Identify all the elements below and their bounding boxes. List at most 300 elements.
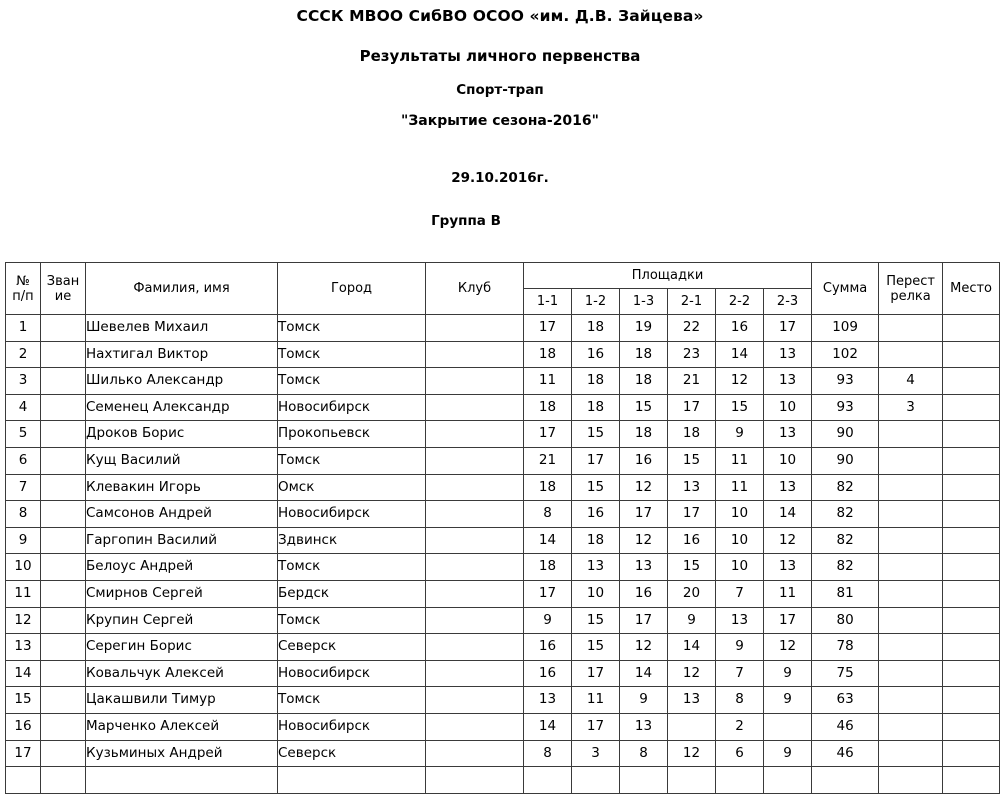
- cell-sum: 63: [812, 687, 879, 714]
- table-row: [6, 341, 1000, 368]
- cell-name: Кущ Василий: [86, 447, 278, 474]
- document-subtitle: Результаты личного первенства: [359, 47, 641, 65]
- cell-club: [426, 580, 524, 607]
- cell-ground-4: 12: [668, 740, 716, 767]
- cell-number: 17: [6, 740, 41, 767]
- cell-rank: [41, 660, 86, 687]
- cell-place: [943, 421, 1000, 448]
- cell-ground-4: 22: [668, 315, 716, 342]
- cell-ground-5: 2: [716, 713, 764, 740]
- table-row: [6, 394, 1000, 421]
- cell-place: [943, 315, 1000, 342]
- group-label: Группа В: [431, 213, 501, 229]
- cell-club: [426, 767, 524, 794]
- cell-ground-1: [524, 767, 572, 794]
- cell-rank: [41, 580, 86, 607]
- cell-ground-4: 9: [668, 607, 716, 634]
- table-row: [6, 474, 1000, 501]
- cell-rank: [41, 767, 86, 794]
- cell-sum: 82: [812, 474, 879, 501]
- table-row: [6, 740, 1000, 767]
- table-row: [6, 554, 1000, 581]
- cell-ground-2: 18: [572, 368, 620, 395]
- cell-club: [426, 394, 524, 421]
- table-body: [6, 315, 1000, 794]
- header-ground-2-2: 2-2: [716, 289, 764, 315]
- cell-ground-2: 10: [572, 580, 620, 607]
- cell-ground-1: 17: [524, 421, 572, 448]
- cell-ground-4: 20: [668, 580, 716, 607]
- cell-ground-4: [668, 713, 716, 740]
- cell-ground-4: [668, 767, 716, 794]
- cell-name: Клевакин Игорь: [86, 474, 278, 501]
- cell-rank: [41, 501, 86, 528]
- cell-ground-3: 18: [620, 368, 668, 395]
- cell-number: 4: [6, 394, 41, 421]
- cell-shootoff: [879, 607, 943, 634]
- cell-city: Томск: [278, 315, 426, 342]
- cell-club: [426, 501, 524, 528]
- cell-ground-1: 17: [524, 315, 572, 342]
- header-number-line2: п/п: [12, 288, 34, 304]
- cell-ground-3: 12: [620, 634, 668, 661]
- event-date: 29.10.2016г.: [451, 170, 549, 186]
- cell-ground-2: 17: [572, 447, 620, 474]
- table-row: [6, 580, 1000, 607]
- cell-ground-1: 11: [524, 368, 572, 395]
- cell-ground-4: 23: [668, 341, 716, 368]
- cell-ground-3: 15: [620, 394, 668, 421]
- cell-sum: 78: [812, 634, 879, 661]
- cell-rank: [41, 447, 86, 474]
- cell-ground-6: 9: [764, 687, 812, 714]
- cell-sum: 75: [812, 660, 879, 687]
- cell-number: 2: [6, 341, 41, 368]
- cell-club: [426, 660, 524, 687]
- cell-number: 9: [6, 527, 41, 554]
- event-name: "Закрытие сезона-2016": [401, 113, 599, 129]
- cell-rank: [41, 740, 86, 767]
- cell-ground-6: 12: [764, 527, 812, 554]
- table-row: [6, 421, 1000, 448]
- cell-ground-5: 16: [716, 315, 764, 342]
- cell-place: [943, 580, 1000, 607]
- cell-name: Цакашвили Тимур: [86, 687, 278, 714]
- header-grounds: Площадки: [524, 263, 812, 289]
- cell-ground-2: 15: [572, 474, 620, 501]
- cell-city: Бердск: [278, 580, 426, 607]
- cell-club: [426, 607, 524, 634]
- cell-shootoff: [879, 580, 943, 607]
- cell-sum: 82: [812, 554, 879, 581]
- cell-name: Ковальчук Алексей: [86, 660, 278, 687]
- cell-ground-1: 18: [524, 341, 572, 368]
- cell-ground-6: 13: [764, 554, 812, 581]
- cell-shootoff: [879, 315, 943, 342]
- cell-club: [426, 554, 524, 581]
- cell-shootoff: [879, 474, 943, 501]
- cell-number: 16: [6, 713, 41, 740]
- header-shootoff-line2: релка: [890, 288, 931, 304]
- cell-shootoff: [879, 421, 943, 448]
- cell-sum: 90: [812, 447, 879, 474]
- cell-club: [426, 474, 524, 501]
- cell-ground-6: [764, 767, 812, 794]
- cell-ground-6: 13: [764, 474, 812, 501]
- cell-city: Томск: [278, 687, 426, 714]
- cell-place: [943, 740, 1000, 767]
- cell-city: Томск: [278, 607, 426, 634]
- cell-club: [426, 740, 524, 767]
- cell-ground-3: 12: [620, 527, 668, 554]
- cell-ground-3: 18: [620, 421, 668, 448]
- cell-sum: [812, 767, 879, 794]
- cell-ground-4: 21: [668, 368, 716, 395]
- cell-ground-2: 3: [572, 740, 620, 767]
- cell-city: Здвинск: [278, 527, 426, 554]
- table-row: [6, 368, 1000, 395]
- table-row: [6, 501, 1000, 528]
- table-row: [6, 767, 1000, 794]
- cell-ground-6: 11: [764, 580, 812, 607]
- cell-club: [426, 315, 524, 342]
- cell-ground-5: 8: [716, 687, 764, 714]
- cell-ground-2: 18: [572, 394, 620, 421]
- cell-place: [943, 527, 1000, 554]
- cell-ground-3: 16: [620, 580, 668, 607]
- cell-ground-3: 9: [620, 687, 668, 714]
- cell-sum: 46: [812, 713, 879, 740]
- cell-club: [426, 341, 524, 368]
- cell-place: [943, 607, 1000, 634]
- header-shootoff-line1: Перест: [886, 273, 935, 289]
- cell-rank: [41, 527, 86, 554]
- results-table-container: [5, 262, 995, 794]
- cell-place: [943, 660, 1000, 687]
- cell-place: [943, 634, 1000, 661]
- cell-shootoff: [879, 527, 943, 554]
- organization-title: СССК МВОО СибВО ОСОО «им. Д.В. Зайцева»: [296, 7, 704, 25]
- cell-club: [426, 527, 524, 554]
- cell-shootoff: 3: [879, 394, 943, 421]
- cell-ground-1: 13: [524, 687, 572, 714]
- cell-rank: [41, 713, 86, 740]
- cell-ground-6: 9: [764, 740, 812, 767]
- cell-ground-6: 17: [764, 607, 812, 634]
- cell-sum: 46: [812, 740, 879, 767]
- cell-city: Северск: [278, 740, 426, 767]
- cell-ground-2: 13: [572, 554, 620, 581]
- cell-city: Прокопьевск: [278, 421, 426, 448]
- cell-ground-5: 12: [716, 368, 764, 395]
- cell-ground-5: 15: [716, 394, 764, 421]
- cell-ground-3: 16: [620, 447, 668, 474]
- cell-shootoff: 4: [879, 368, 943, 395]
- cell-ground-3: [620, 767, 668, 794]
- cell-name: Шевелев Михаил: [86, 315, 278, 342]
- cell-number: 8: [6, 501, 41, 528]
- cell-ground-1: 17: [524, 580, 572, 607]
- cell-number: 11: [6, 580, 41, 607]
- cell-ground-2: 17: [572, 713, 620, 740]
- header-rank-line1: Зван: [46, 273, 80, 289]
- cell-ground-2: 18: [572, 315, 620, 342]
- cell-number: 12: [6, 607, 41, 634]
- cell-ground-6: 9: [764, 660, 812, 687]
- table-row: [6, 713, 1000, 740]
- results-table: [5, 262, 1000, 794]
- cell-ground-5: [716, 767, 764, 794]
- cell-ground-1: 18: [524, 394, 572, 421]
- cell-city: Новосибирск: [278, 713, 426, 740]
- cell-ground-5: 11: [716, 474, 764, 501]
- cell-ground-2: [572, 767, 620, 794]
- cell-city: Новосибирск: [278, 501, 426, 528]
- cell-name: Кузьминых Андрей: [86, 740, 278, 767]
- table-row: [6, 447, 1000, 474]
- cell-city: Омск: [278, 474, 426, 501]
- cell-ground-6: 17: [764, 315, 812, 342]
- cell-number: 1: [6, 315, 41, 342]
- cell-name: Шилько Александр: [86, 368, 278, 395]
- cell-number: 3: [6, 368, 41, 395]
- cell-shootoff: [879, 554, 943, 581]
- cell-sum: 90: [812, 421, 879, 448]
- cell-ground-3: 17: [620, 607, 668, 634]
- cell-ground-5: 11: [716, 447, 764, 474]
- cell-rank: [41, 634, 86, 661]
- cell-ground-4: 16: [668, 527, 716, 554]
- cell-ground-2: 17: [572, 660, 620, 687]
- cell-number: 14: [6, 660, 41, 687]
- cell-rank: [41, 394, 86, 421]
- cell-place: [943, 394, 1000, 421]
- table-row: [6, 527, 1000, 554]
- cell-ground-2: 16: [572, 341, 620, 368]
- cell-name: Дроков Борис: [86, 421, 278, 448]
- header-ground-1-1: 1-1: [524, 289, 572, 315]
- cell-number: 7: [6, 474, 41, 501]
- cell-city: Томск: [278, 554, 426, 581]
- cell-place: [943, 687, 1000, 714]
- header-ground-1-2: 1-2: [572, 289, 620, 315]
- header-rank-line2: ие: [54, 288, 72, 304]
- cell-ground-3: 12: [620, 474, 668, 501]
- cell-ground-5: 6: [716, 740, 764, 767]
- table-row: [6, 315, 1000, 342]
- cell-name: Гаргопин Василий: [86, 527, 278, 554]
- cell-city: Томск: [278, 341, 426, 368]
- cell-ground-1: 9: [524, 607, 572, 634]
- cell-ground-5: 7: [716, 660, 764, 687]
- cell-ground-5: 10: [716, 527, 764, 554]
- cell-name: Серегин Борис: [86, 634, 278, 661]
- cell-number: 13: [6, 634, 41, 661]
- cell-ground-4: 18: [668, 421, 716, 448]
- discipline-label: Спорт-трап: [456, 82, 544, 98]
- cell-city: Новосибирск: [278, 394, 426, 421]
- cell-shootoff: [879, 660, 943, 687]
- cell-city: [278, 767, 426, 794]
- header-place: Место: [943, 263, 1000, 315]
- cell-ground-6: 13: [764, 341, 812, 368]
- cell-place: [943, 341, 1000, 368]
- table-row: [6, 634, 1000, 661]
- header-ground-2-3: 2-3: [764, 289, 812, 315]
- cell-rank: [41, 687, 86, 714]
- cell-place: [943, 554, 1000, 581]
- cell-sum: 81: [812, 580, 879, 607]
- cell-ground-4: 15: [668, 447, 716, 474]
- cell-place: [943, 474, 1000, 501]
- cell-rank: [41, 315, 86, 342]
- cell-ground-4: 13: [668, 687, 716, 714]
- cell-name: Самсонов Андрей: [86, 501, 278, 528]
- cell-rank: [41, 368, 86, 395]
- cell-ground-4: 12: [668, 660, 716, 687]
- cell-ground-1: 14: [524, 527, 572, 554]
- cell-ground-1: 14: [524, 713, 572, 740]
- cell-ground-3: 13: [620, 554, 668, 581]
- cell-sum: 80: [812, 607, 879, 634]
- cell-place: [943, 713, 1000, 740]
- cell-shootoff: [879, 341, 943, 368]
- cell-shootoff: [879, 447, 943, 474]
- cell-shootoff: [879, 634, 943, 661]
- cell-ground-2: 15: [572, 634, 620, 661]
- cell-number: 6: [6, 447, 41, 474]
- cell-place: [943, 501, 1000, 528]
- cell-ground-4: 17: [668, 394, 716, 421]
- cell-ground-2: 16: [572, 501, 620, 528]
- header-city: Город: [278, 263, 426, 315]
- cell-ground-6: [764, 713, 812, 740]
- cell-club: [426, 447, 524, 474]
- table-row: [6, 607, 1000, 634]
- cell-sum: 82: [812, 527, 879, 554]
- header-ground-2-1: 2-1: [668, 289, 716, 315]
- cell-name: Белоус Андрей: [86, 554, 278, 581]
- cell-rank: [41, 421, 86, 448]
- cell-ground-1: 21: [524, 447, 572, 474]
- cell-ground-6: 13: [764, 368, 812, 395]
- cell-shootoff: [879, 501, 943, 528]
- cell-ground-6: 13: [764, 421, 812, 448]
- cell-name: Семенец Александр: [86, 394, 278, 421]
- cell-ground-4: 15: [668, 554, 716, 581]
- cell-city: Новосибирск: [278, 660, 426, 687]
- table-row: [6, 687, 1000, 714]
- header-row-top: [6, 263, 1000, 289]
- cell-sum: 93: [812, 394, 879, 421]
- cell-ground-6: 10: [764, 447, 812, 474]
- cell-ground-1: 8: [524, 501, 572, 528]
- cell-rank: [41, 607, 86, 634]
- cell-ground-1: 18: [524, 474, 572, 501]
- cell-rank: [41, 341, 86, 368]
- cell-club: [426, 687, 524, 714]
- cell-ground-4: 13: [668, 474, 716, 501]
- cell-shootoff: [879, 687, 943, 714]
- cell-ground-3: 18: [620, 341, 668, 368]
- header-rank: [41, 263, 86, 315]
- cell-ground-5: 10: [716, 554, 764, 581]
- cell-number: 15: [6, 687, 41, 714]
- cell-club: [426, 713, 524, 740]
- cell-name: Нахтигал Виктор: [86, 341, 278, 368]
- cell-ground-6: 10: [764, 394, 812, 421]
- cell-ground-1: 16: [524, 660, 572, 687]
- table-header: [6, 263, 1000, 315]
- cell-name: Марченко Алексей: [86, 713, 278, 740]
- cell-city: Северск: [278, 634, 426, 661]
- cell-club: [426, 368, 524, 395]
- cell-rank: [41, 474, 86, 501]
- cell-ground-5: 9: [716, 634, 764, 661]
- cell-ground-3: 8: [620, 740, 668, 767]
- cell-shootoff: [879, 713, 943, 740]
- cell-shootoff: [879, 740, 943, 767]
- cell-name: [86, 767, 278, 794]
- cell-ground-3: 13: [620, 713, 668, 740]
- cell-ground-2: 15: [572, 607, 620, 634]
- cell-ground-5: 9: [716, 421, 764, 448]
- cell-ground-5: 13: [716, 607, 764, 634]
- cell-ground-2: 18: [572, 527, 620, 554]
- cell-ground-5: 14: [716, 341, 764, 368]
- cell-ground-3: 19: [620, 315, 668, 342]
- cell-sum: 109: [812, 315, 879, 342]
- cell-sum: 93: [812, 368, 879, 395]
- cell-place: [943, 767, 1000, 794]
- cell-sum: 102: [812, 341, 879, 368]
- cell-ground-6: 12: [764, 634, 812, 661]
- header-name: Фамилия, имя: [86, 263, 278, 315]
- cell-name: Крупин Сергей: [86, 607, 278, 634]
- header-ground-1-3: 1-3: [620, 289, 668, 315]
- cell-ground-4: 17: [668, 501, 716, 528]
- cell-shootoff: [879, 767, 943, 794]
- cell-number: [6, 767, 41, 794]
- cell-city: Томск: [278, 447, 426, 474]
- header-number: [6, 263, 41, 315]
- cell-ground-5: 7: [716, 580, 764, 607]
- cell-number: 5: [6, 421, 41, 448]
- cell-name: Смирнов Сергей: [86, 580, 278, 607]
- cell-number: 10: [6, 554, 41, 581]
- cell-ground-1: 18: [524, 554, 572, 581]
- table-row: [6, 660, 1000, 687]
- document-heading: [0, 0, 1000, 230]
- cell-ground-2: 11: [572, 687, 620, 714]
- cell-ground-1: 16: [524, 634, 572, 661]
- cell-club: [426, 634, 524, 661]
- cell-ground-3: 14: [620, 660, 668, 687]
- cell-ground-6: 14: [764, 501, 812, 528]
- cell-place: [943, 447, 1000, 474]
- cell-rank: [41, 554, 86, 581]
- cell-ground-1: 8: [524, 740, 572, 767]
- cell-city: Томск: [278, 368, 426, 395]
- cell-ground-2: 15: [572, 421, 620, 448]
- cell-ground-3: 17: [620, 501, 668, 528]
- cell-ground-5: 10: [716, 501, 764, 528]
- cell-sum: 82: [812, 501, 879, 528]
- cell-club: [426, 421, 524, 448]
- header-number-line1: №: [16, 273, 30, 289]
- cell-ground-4: 14: [668, 634, 716, 661]
- header-club: Клуб: [426, 263, 524, 315]
